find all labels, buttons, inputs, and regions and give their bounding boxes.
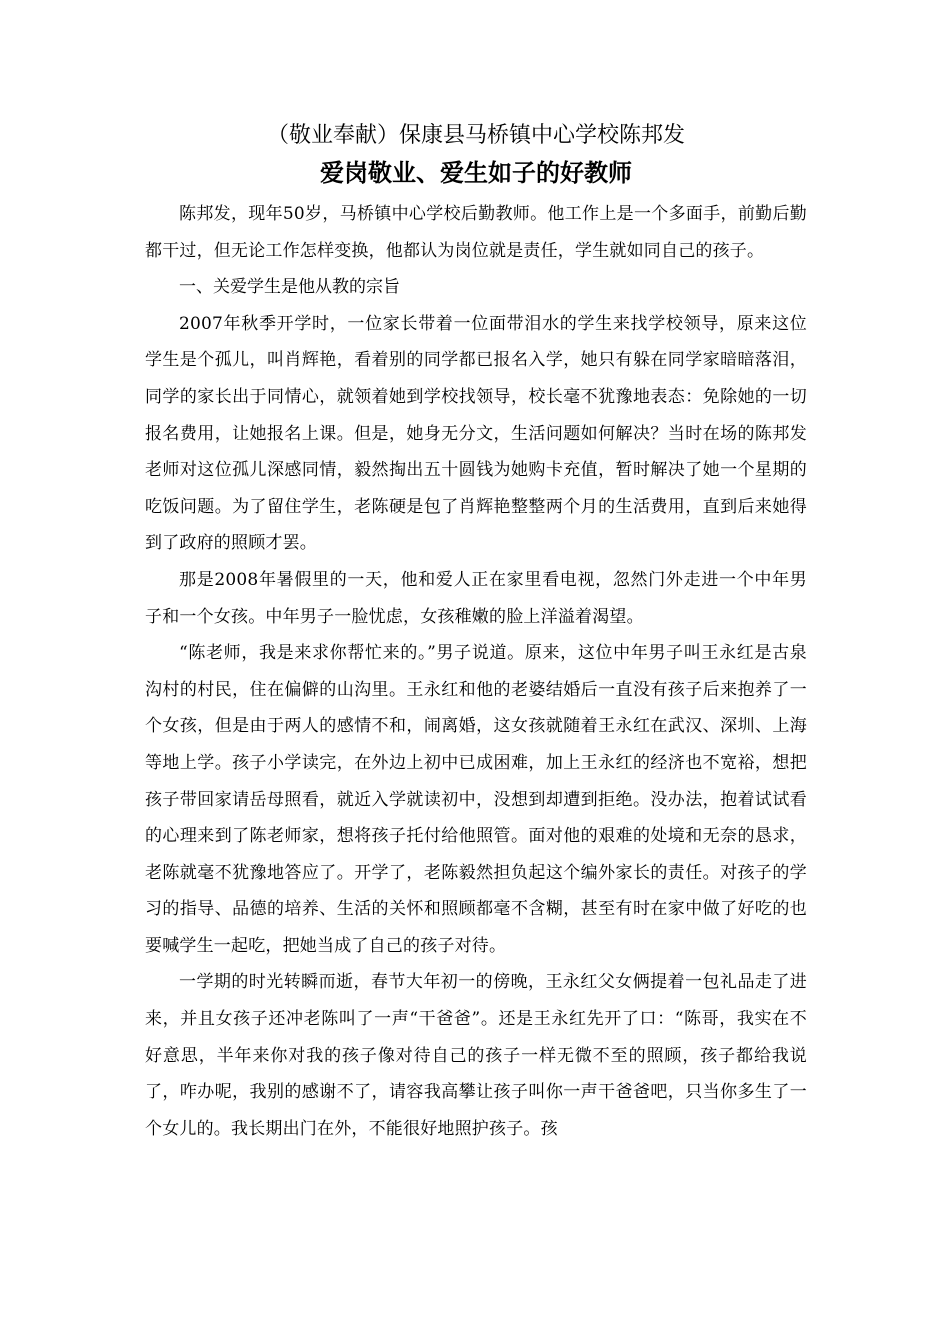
document-title: 爱岗敬业、爱生如子的好教师 xyxy=(320,158,632,187)
document-subtitle: （敬业奉献）保康县马桥镇中心学校陈邦发 xyxy=(266,123,685,148)
paragraph-intro: 陈邦发，现年50岁，马桥镇中心学校后勤教师。他工作上是一个多面手，前勤后勤都干过，但无论工作怎样变换，他都认为岗位就是责任，学生就如同自己的孩子。 xyxy=(145,204,807,261)
paragraph-request: “陈老师，我是来求你帮忙来的。”男子说道。原来，这位中年男子叫王永红是古泉沟村的村民，住在偏僻的山沟里。王永红和他的老婆结婚后一直没有孩子后来抱养了一个女孩，但是由于两人的感情不和，闹离婚，这女孩就随着王永红在武汉、深圳、上海等地上学。孩子小学读完，在外边上初中已成困难，加上王永红的经济也不宽裕，想把孩子带回家请岳母照看，就近入学就读初中，没想到却遭到拒绝。没办法，抱着试试看的心理来到了陈老师家，想将孩子托付给他照管。面对他的艰难的处境和无奈的恳求，老陈就毫不犹豫地答应了。开学了，老陈毅然担负起这个编外家长的责任。对孩子的学习的指导、品德的培养、生活的关怀和照顾都毫不含糊，甚至有时在家中做了好吃的也要喊学生一起吃，把她当成了自己的孩子对待。 xyxy=(145,643,807,956)
paragraph-orphan-story: 2007年秋季开学时，一位家长带着一位面带泪水的学生来找学校领导，原来这位学生是个孤儿，叫肖辉艳，看着别的同学都已报名入学，她只有躲在同学家暗暗落泪，同学的家长出于同情心，就领着她到学校找领导，校长毫不犹豫地表态：免除她的一切报名费用，让她报名上课。但是，她身无分文，生活问题如何解决？当时在场的陈邦发老师对这位孤儿深感同情，毅然掏出五十圆钱为她购卡充值，暂时解决了她一个星期的吃饭问题。为了留住学生，老陈硬是包了肖辉艳整整两个月的生活费用，直到后来她得到了政府的照顾才罢。 xyxy=(145,313,807,554)
section-heading: 一、关爱学生是他从教的宗旨 xyxy=(179,277,400,298)
paragraph-new-year: 一学期的时光转瞬而逝，春节大年初一的傍晚，王永红父女俩提着一包礼品走了进来，并且女孩子还冲老陈叫了一声“干爸爸”。还是王永红先开了口：“陈哥，我实在不好意思，半年来你对我的孩子像对待自己的孩子一样无微不至的照顾，孩子都给我说了，咋办呢，我别的感谢不了，请容我高攀让孩子叫你一声干爸爸吧，只当你多生了一个女儿的。我长期出门在外，不能很好地照护孩子。孩 xyxy=(145,972,807,1139)
paragraph-summer-visit: 那是2008年暑假里的一天，他和爱人正在家里看电视，忽然门外走进一个中年男子和一个女孩。中年男子一脸忧虑，女孩稚嫩的脸上洋溢着渴望。 xyxy=(145,569,807,627)
document-page xyxy=(145,118,807,1147)
